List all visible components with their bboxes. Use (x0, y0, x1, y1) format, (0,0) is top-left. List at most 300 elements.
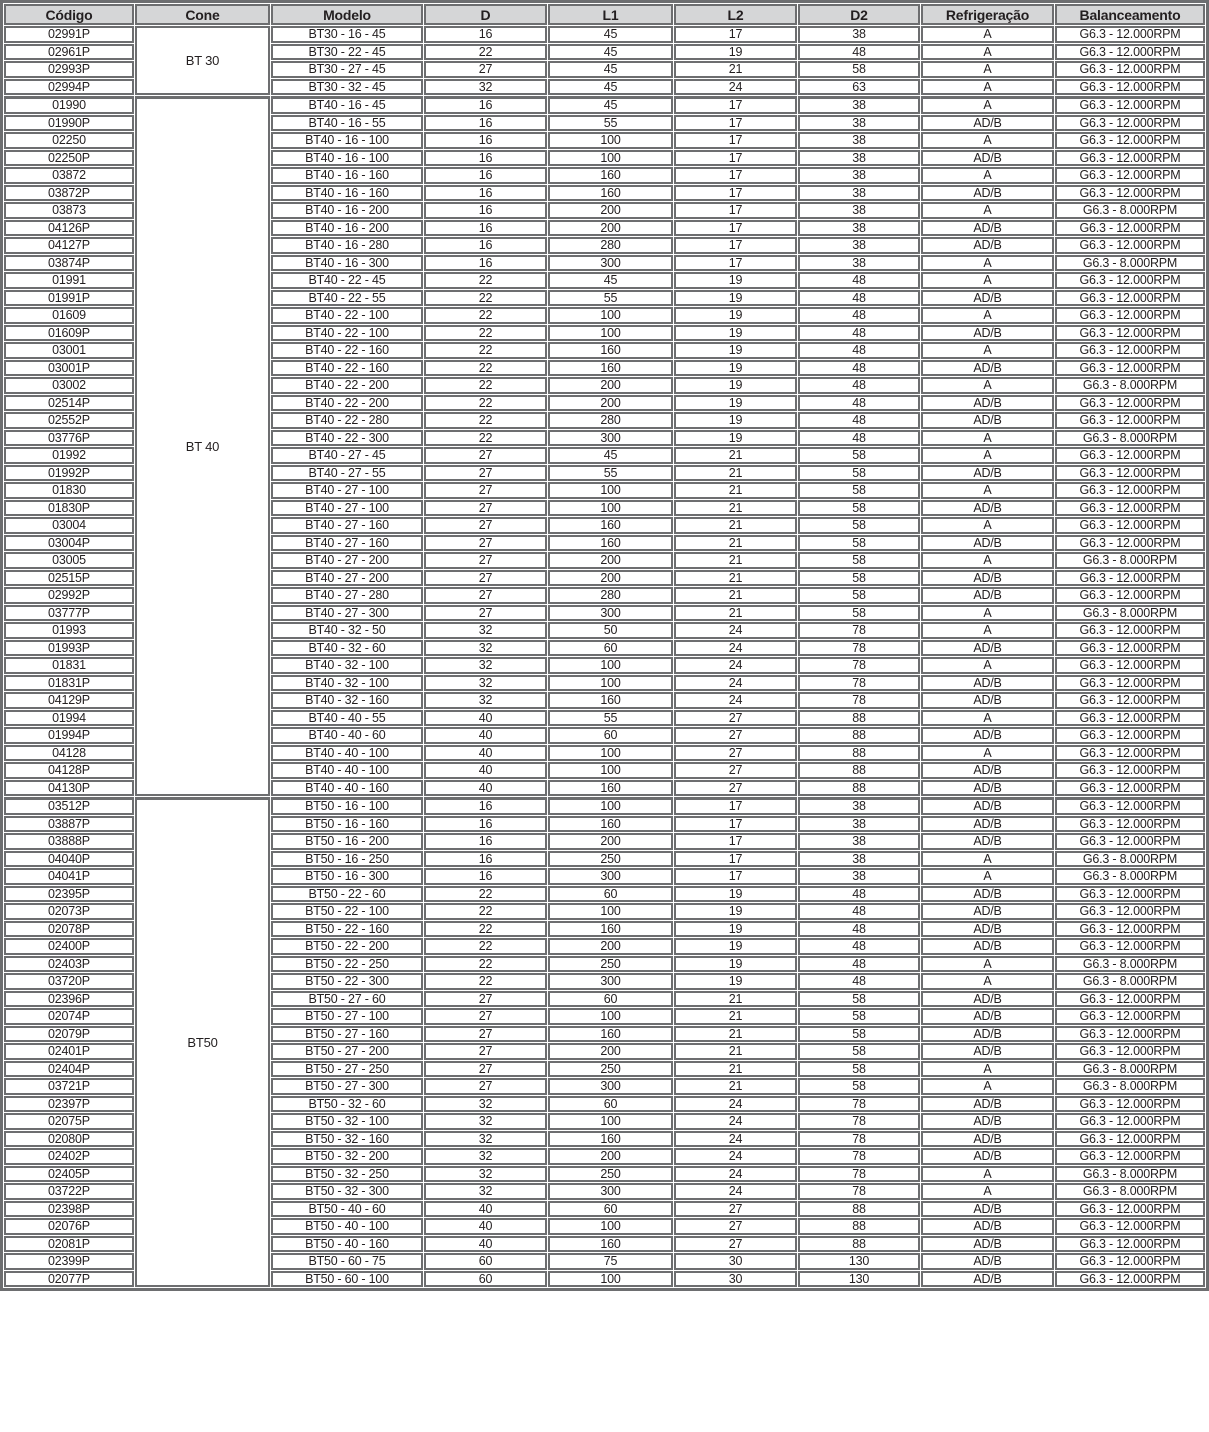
codigo-cell: 03872P (4, 185, 134, 202)
d-cell: 32 (424, 1131, 547, 1148)
modelo-cell: BT40 - 16 - 45 (271, 96, 423, 114)
l2-cell: 19 (674, 342, 797, 359)
d2-cell: 58 (798, 61, 920, 78)
d-cell: 27 (424, 1043, 547, 1060)
l1-cell: 100 (548, 903, 673, 920)
refrigeracao-cell: A (921, 132, 1054, 149)
l1-cell: 100 (548, 482, 673, 499)
modelo-cell: BT50 - 22 - 160 (271, 921, 423, 938)
l2-cell: 19 (674, 903, 797, 920)
codigo-cell: 03777P (4, 605, 134, 622)
modelo-cell: BT40 - 22 - 200 (271, 395, 423, 412)
l2-cell: 17 (674, 833, 797, 850)
balanceamento-cell: G6.3 - 8.000RPM (1055, 430, 1205, 447)
d-cell: 22 (424, 342, 547, 359)
codigo-cell: 01831 (4, 657, 134, 674)
codigo-cell: 01993 (4, 622, 134, 639)
d-cell: 32 (424, 622, 547, 639)
refrigeracao-cell: AD/B (921, 1148, 1054, 1165)
l1-cell: 200 (548, 1148, 673, 1165)
table-header (4, 4, 1205, 25)
d2-cell: 48 (798, 886, 920, 903)
column-header-cone: Cone (135, 4, 270, 25)
l2-cell: 17 (674, 96, 797, 114)
codigo-cell: 01609 (4, 307, 134, 324)
codigo-cell: 02399P (4, 1253, 134, 1270)
modelo-cell: BT40 - 16 - 160 (271, 185, 423, 202)
balanceamento-cell: G6.3 - 8.000RPM (1055, 1061, 1205, 1078)
d-cell: 32 (424, 79, 547, 96)
refrigeracao-cell: A (921, 26, 1054, 43)
table-body (4, 26, 1205, 1287)
balanceamento-cell: G6.3 - 12.000RPM (1055, 290, 1205, 307)
l1-cell: 55 (548, 465, 673, 482)
refrigeracao-cell: A (921, 745, 1054, 762)
modelo-cell: BT40 - 27 - 280 (271, 587, 423, 604)
d2-cell: 58 (798, 482, 920, 499)
codigo-cell: 02402P (4, 1148, 134, 1165)
d2-cell: 48 (798, 342, 920, 359)
codigo-cell: 01609P (4, 325, 134, 342)
l2-cell: 24 (674, 79, 797, 96)
codigo-cell: 01994P (4, 727, 134, 744)
refrigeracao-cell: A (921, 482, 1054, 499)
d-cell: 22 (424, 325, 547, 342)
modelo-cell: BT50 - 16 - 300 (271, 868, 423, 885)
l1-cell: 60 (548, 640, 673, 657)
l1-cell: 60 (548, 727, 673, 744)
d2-cell: 38 (798, 797, 920, 815)
l2-cell: 30 (674, 1271, 797, 1288)
d2-cell: 48 (798, 921, 920, 938)
l1-cell: 300 (548, 973, 673, 990)
l1-cell: 100 (548, 1218, 673, 1235)
modelo-cell: BT40 - 27 - 100 (271, 482, 423, 499)
modelo-cell: BT30 - 22 - 45 (271, 44, 423, 61)
codigo-cell: 04128P (4, 762, 134, 779)
l1-cell: 160 (548, 1131, 673, 1148)
balanceamento-cell: G6.3 - 12.000RPM (1055, 1218, 1205, 1235)
d-cell: 22 (424, 938, 547, 955)
header-row (4, 4, 1205, 25)
table-row (4, 96, 1205, 114)
balanceamento-cell: G6.3 - 12.000RPM (1055, 710, 1205, 727)
l1-cell: 60 (548, 991, 673, 1008)
refrigeracao-cell: AD/B (921, 325, 1054, 342)
cone-group-cell: BT 40 (135, 96, 270, 796)
codigo-cell: 02077P (4, 1271, 134, 1288)
modelo-cell: BT40 - 40 - 55 (271, 710, 423, 727)
codigo-cell: 03001 (4, 342, 134, 359)
modelo-cell: BT40 - 22 - 160 (271, 342, 423, 359)
d2-cell: 58 (798, 1008, 920, 1025)
balanceamento-cell: G6.3 - 12.000RPM (1055, 535, 1205, 552)
l1-cell: 160 (548, 921, 673, 938)
cone-group-cell: BT50 (135, 797, 270, 1287)
refrigeracao-cell: A (921, 517, 1054, 534)
d-cell: 22 (424, 973, 547, 990)
column-header-modelo: Modelo (271, 4, 423, 25)
codigo-cell: 03005 (4, 552, 134, 569)
refrigeracao-cell: AD/B (921, 797, 1054, 815)
balanceamento-cell: G6.3 - 12.000RPM (1055, 412, 1205, 429)
balanceamento-cell: G6.3 - 12.000RPM (1055, 185, 1205, 202)
d-cell: 22 (424, 360, 547, 377)
d-cell: 16 (424, 167, 547, 184)
codigo-cell: 02075P (4, 1113, 134, 1130)
balanceamento-cell: G6.3 - 12.000RPM (1055, 587, 1205, 604)
d-cell: 16 (424, 115, 547, 132)
l2-cell: 17 (674, 185, 797, 202)
refrigeracao-cell: AD/B (921, 903, 1054, 920)
codigo-cell: 02403P (4, 956, 134, 973)
d2-cell: 78 (798, 1131, 920, 1148)
refrigeracao-cell: AD/B (921, 727, 1054, 744)
refrigeracao-cell: A (921, 255, 1054, 272)
modelo-cell: BT40 - 22 - 280 (271, 412, 423, 429)
refrigeracao-cell: A (921, 342, 1054, 359)
balanceamento-cell: G6.3 - 12.000RPM (1055, 61, 1205, 78)
balanceamento-cell: G6.3 - 12.000RPM (1055, 482, 1205, 499)
l1-cell: 160 (548, 342, 673, 359)
modelo-cell: BT40 - 22 - 100 (271, 325, 423, 342)
l1-cell: 45 (548, 96, 673, 114)
refrigeracao-cell: AD/B (921, 640, 1054, 657)
balanceamento-cell: G6.3 - 12.000RPM (1055, 237, 1205, 254)
l2-cell: 24 (674, 1113, 797, 1130)
d-cell: 16 (424, 132, 547, 149)
modelo-cell: BT50 - 27 - 300 (271, 1078, 423, 1095)
l1-cell: 200 (548, 1043, 673, 1060)
modelo-cell: BT40 - 32 - 50 (271, 622, 423, 639)
l2-cell: 27 (674, 762, 797, 779)
l1-cell: 160 (548, 517, 673, 534)
balanceamento-cell: G6.3 - 12.000RPM (1055, 96, 1205, 114)
codigo-cell: 03720P (4, 973, 134, 990)
codigo-cell: 02400P (4, 938, 134, 955)
refrigeracao-cell: AD/B (921, 290, 1054, 307)
codigo-cell: 04130P (4, 780, 134, 797)
codigo-cell: 01991 (4, 272, 134, 289)
codigo-cell: 01990P (4, 115, 134, 132)
refrigeracao-cell: AD/B (921, 465, 1054, 482)
l2-cell: 17 (674, 202, 797, 219)
d2-cell: 48 (798, 272, 920, 289)
refrigeracao-cell: AD/B (921, 692, 1054, 709)
refrigeracao-cell: AD/B (921, 833, 1054, 850)
balanceamento-cell: G6.3 - 12.000RPM (1055, 797, 1205, 815)
l1-cell: 200 (548, 395, 673, 412)
codigo-cell: 02250 (4, 132, 134, 149)
modelo-cell: BT40 - 27 - 45 (271, 447, 423, 464)
d2-cell: 48 (798, 360, 920, 377)
codigo-cell: 03887P (4, 816, 134, 833)
l2-cell: 21 (674, 991, 797, 1008)
l1-cell: 280 (548, 412, 673, 429)
l1-cell: 160 (548, 360, 673, 377)
codigo-cell: 02395P (4, 886, 134, 903)
balanceamento-cell: G6.3 - 12.000RPM (1055, 132, 1205, 149)
d-cell: 16 (424, 237, 547, 254)
balanceamento-cell: G6.3 - 12.000RPM (1055, 1043, 1205, 1060)
d-cell: 32 (424, 1096, 547, 1113)
d-cell: 16 (424, 851, 547, 868)
refrigeracao-cell: A (921, 79, 1054, 96)
modelo-cell: BT40 - 16 - 55 (271, 115, 423, 132)
l1-cell: 160 (548, 185, 673, 202)
d2-cell: 58 (798, 500, 920, 517)
refrigeracao-cell: AD/B (921, 991, 1054, 1008)
codigo-cell: 03004 (4, 517, 134, 534)
balanceamento-cell: G6.3 - 8.000RPM (1055, 956, 1205, 973)
modelo-cell: BT50 - 16 - 200 (271, 833, 423, 850)
l2-cell: 24 (674, 657, 797, 674)
l2-cell: 21 (674, 482, 797, 499)
refrigeracao-cell: AD/B (921, 1096, 1054, 1113)
l1-cell: 100 (548, 797, 673, 815)
d-cell: 32 (424, 692, 547, 709)
codigo-cell: 02515P (4, 570, 134, 587)
column-header-d2: D2 (798, 4, 920, 25)
refrigeracao-cell: A (921, 167, 1054, 184)
balanceamento-cell: G6.3 - 8.000RPM (1055, 377, 1205, 394)
l1-cell: 160 (548, 1026, 673, 1043)
balanceamento-cell: G6.3 - 12.000RPM (1055, 44, 1205, 61)
modelo-cell: BT40 - 27 - 160 (271, 535, 423, 552)
balanceamento-cell: G6.3 - 12.000RPM (1055, 622, 1205, 639)
balanceamento-cell: G6.3 - 12.000RPM (1055, 938, 1205, 955)
l1-cell: 160 (548, 535, 673, 552)
refrigeracao-cell: A (921, 447, 1054, 464)
modelo-cell: BT40 - 16 - 200 (271, 220, 423, 237)
d2-cell: 58 (798, 552, 920, 569)
balanceamento-cell: G6.3 - 12.000RPM (1055, 272, 1205, 289)
d-cell: 32 (424, 640, 547, 657)
codigo-cell: 01830 (4, 482, 134, 499)
codigo-cell: 01831P (4, 675, 134, 692)
modelo-cell: BT40 - 22 - 45 (271, 272, 423, 289)
d-cell: 27 (424, 1078, 547, 1095)
l2-cell: 21 (674, 1078, 797, 1095)
modelo-cell: BT40 - 16 - 280 (271, 237, 423, 254)
codigo-cell: 02552P (4, 412, 134, 429)
refrigeracao-cell: A (921, 956, 1054, 973)
d2-cell: 88 (798, 780, 920, 797)
l2-cell: 21 (674, 1008, 797, 1025)
balanceamento-cell: G6.3 - 12.000RPM (1055, 1148, 1205, 1165)
refrigeracao-cell: A (921, 44, 1054, 61)
modelo-cell: BT50 - 22 - 250 (271, 956, 423, 973)
d-cell: 27 (424, 587, 547, 604)
l1-cell: 100 (548, 1008, 673, 1025)
d2-cell: 38 (798, 237, 920, 254)
l1-cell: 250 (548, 1166, 673, 1183)
d2-cell: 38 (798, 255, 920, 272)
modelo-cell: BT50 - 40 - 100 (271, 1218, 423, 1235)
codigo-cell: 04127P (4, 237, 134, 254)
d2-cell: 38 (798, 115, 920, 132)
l2-cell: 19 (674, 412, 797, 429)
l2-cell: 19 (674, 956, 797, 973)
d2-cell: 38 (798, 150, 920, 167)
l2-cell: 30 (674, 1253, 797, 1270)
d2-cell: 78 (798, 1096, 920, 1113)
codigo-cell: 03001P (4, 360, 134, 377)
balanceamento-cell: G6.3 - 12.000RPM (1055, 325, 1205, 342)
l2-cell: 17 (674, 237, 797, 254)
d2-cell: 48 (798, 44, 920, 61)
l2-cell: 27 (674, 727, 797, 744)
refrigeracao-cell: AD/B (921, 360, 1054, 377)
balanceamento-cell: G6.3 - 8.000RPM (1055, 1183, 1205, 1200)
l1-cell: 160 (548, 816, 673, 833)
d2-cell: 88 (798, 727, 920, 744)
refrigeracao-cell: A (921, 868, 1054, 885)
l2-cell: 17 (674, 816, 797, 833)
balanceamento-cell: G6.3 - 12.000RPM (1055, 1271, 1205, 1288)
column-header-codigo: Código (4, 4, 134, 25)
refrigeracao-cell: A (921, 605, 1054, 622)
d2-cell: 38 (798, 833, 920, 850)
d-cell: 32 (424, 1113, 547, 1130)
column-header-refrigeracao: Refrigeração (921, 4, 1054, 25)
balanceamento-cell: G6.3 - 8.000RPM (1055, 1166, 1205, 1183)
refrigeracao-cell: A (921, 430, 1054, 447)
l2-cell: 27 (674, 780, 797, 797)
d-cell: 22 (424, 430, 547, 447)
refrigeracao-cell: AD/B (921, 1201, 1054, 1218)
balanceamento-cell: G6.3 - 12.000RPM (1055, 167, 1205, 184)
d2-cell: 130 (798, 1253, 920, 1270)
l2-cell: 17 (674, 150, 797, 167)
refrigeracao-cell: A (921, 61, 1054, 78)
codigo-cell: 01990 (4, 96, 134, 114)
codigo-cell: 03722P (4, 1183, 134, 1200)
d-cell: 32 (424, 1166, 547, 1183)
codigo-cell: 02514P (4, 395, 134, 412)
d-cell: 40 (424, 1201, 547, 1218)
refrigeracao-cell: AD/B (921, 1043, 1054, 1060)
d2-cell: 38 (798, 851, 920, 868)
balanceamento-cell: G6.3 - 12.000RPM (1055, 1008, 1205, 1025)
d2-cell: 78 (798, 692, 920, 709)
refrigeracao-cell: AD/B (921, 762, 1054, 779)
l2-cell: 21 (674, 447, 797, 464)
l2-cell: 19 (674, 973, 797, 990)
l1-cell: 100 (548, 762, 673, 779)
l2-cell: 19 (674, 938, 797, 955)
l2-cell: 21 (674, 587, 797, 604)
d-cell: 60 (424, 1271, 547, 1288)
d2-cell: 58 (798, 587, 920, 604)
l2-cell: 19 (674, 272, 797, 289)
l1-cell: 55 (548, 115, 673, 132)
l2-cell: 21 (674, 465, 797, 482)
modelo-cell: BT50 - 22 - 300 (271, 973, 423, 990)
d-cell: 27 (424, 500, 547, 517)
d-cell: 22 (424, 307, 547, 324)
modelo-cell: BT40 - 27 - 55 (271, 465, 423, 482)
d2-cell: 78 (798, 640, 920, 657)
l2-cell: 17 (674, 851, 797, 868)
l2-cell: 24 (674, 1183, 797, 1200)
d-cell: 27 (424, 61, 547, 78)
d-cell: 32 (424, 657, 547, 674)
modelo-cell: BT40 - 16 - 160 (271, 167, 423, 184)
column-header-d: D (424, 4, 547, 25)
balanceamento-cell: G6.3 - 12.000RPM (1055, 780, 1205, 797)
refrigeracao-cell: AD/B (921, 395, 1054, 412)
balanceamento-cell: G6.3 - 12.000RPM (1055, 465, 1205, 482)
balanceamento-cell: G6.3 - 8.000RPM (1055, 255, 1205, 272)
codigo-cell: 02398P (4, 1201, 134, 1218)
balanceamento-cell: G6.3 - 12.000RPM (1055, 903, 1205, 920)
modelo-cell: BT50 - 32 - 60 (271, 1096, 423, 1113)
l2-cell: 17 (674, 132, 797, 149)
modelo-cell: BT30 - 32 - 45 (271, 79, 423, 96)
refrigeracao-cell: AD/B (921, 921, 1054, 938)
l1-cell: 100 (548, 132, 673, 149)
column-header-l1: L1 (548, 4, 673, 25)
codigo-cell: 03721P (4, 1078, 134, 1095)
d-cell: 22 (424, 395, 547, 412)
codigo-cell: 01992P (4, 465, 134, 482)
modelo-cell: BT50 - 22 - 200 (271, 938, 423, 955)
l1-cell: 300 (548, 255, 673, 272)
column-header-balanceamento: Balanceamento (1055, 4, 1205, 25)
codigo-cell: 03512P (4, 797, 134, 815)
l1-cell: 45 (548, 61, 673, 78)
refrigeracao-cell: A (921, 657, 1054, 674)
l1-cell: 200 (548, 833, 673, 850)
d-cell: 22 (424, 956, 547, 973)
l1-cell: 100 (548, 325, 673, 342)
codigo-cell: 02401P (4, 1043, 134, 1060)
codigo-cell: 01993P (4, 640, 134, 657)
d2-cell: 38 (798, 26, 920, 43)
d-cell: 16 (424, 26, 547, 43)
modelo-cell: BT40 - 22 - 55 (271, 290, 423, 307)
codigo-cell: 01994 (4, 710, 134, 727)
l1-cell: 45 (548, 44, 673, 61)
l2-cell: 19 (674, 377, 797, 394)
balanceamento-cell: G6.3 - 8.000RPM (1055, 552, 1205, 569)
cone-group-cell: BT 30 (135, 26, 270, 95)
d-cell: 16 (424, 150, 547, 167)
modelo-cell: BT50 - 32 - 250 (271, 1166, 423, 1183)
l1-cell: 55 (548, 710, 673, 727)
d2-cell: 58 (798, 1026, 920, 1043)
l1-cell: 100 (548, 150, 673, 167)
l2-cell: 24 (674, 640, 797, 657)
d-cell: 16 (424, 96, 547, 114)
refrigeracao-cell: A (921, 1166, 1054, 1183)
d-cell: 16 (424, 220, 547, 237)
l2-cell: 24 (674, 675, 797, 692)
d2-cell: 48 (798, 973, 920, 990)
l2-cell: 24 (674, 1131, 797, 1148)
d-cell: 40 (424, 727, 547, 744)
l1-cell: 100 (548, 675, 673, 692)
l1-cell: 50 (548, 622, 673, 639)
d2-cell: 48 (798, 903, 920, 920)
balanceamento-cell: G6.3 - 12.000RPM (1055, 1201, 1205, 1218)
d2-cell: 78 (798, 1113, 920, 1130)
d-cell: 16 (424, 185, 547, 202)
d2-cell: 38 (798, 167, 920, 184)
l2-cell: 19 (674, 307, 797, 324)
d2-cell: 48 (798, 412, 920, 429)
